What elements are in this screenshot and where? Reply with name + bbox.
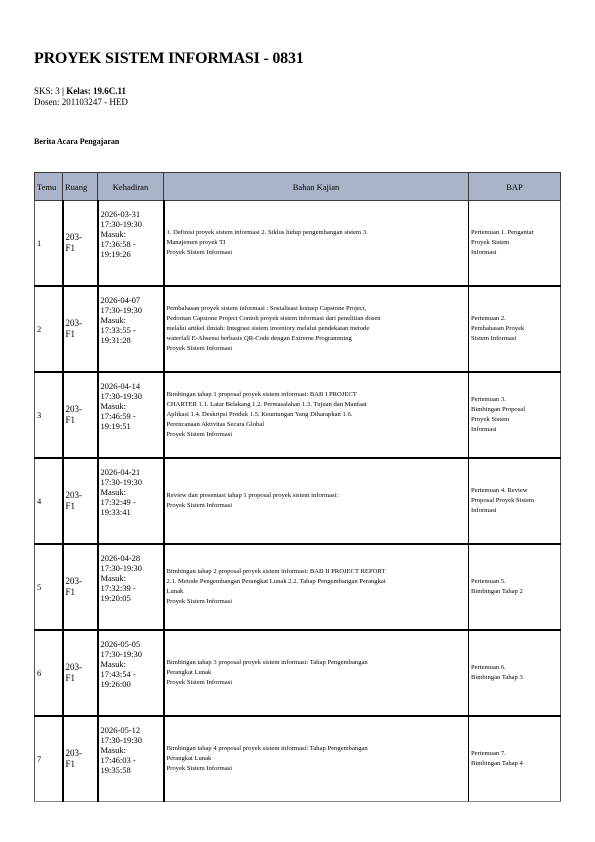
room-text: F1 [65,329,76,339]
table-row [35,372,561,458]
bap-text: Bimbingan Tahap 2 [471,588,523,595]
room-text: 203- [65,662,82,672]
meeting-number: 6 [35,630,63,716]
meeting-number: 3 [35,372,63,458]
attendance-text: 17:30-19:30 [100,219,143,229]
room-text: 203- [65,232,82,242]
topic-text: Proyek Sistem Informasi [166,431,233,438]
attendance-text: 17:36:58 - [100,239,136,249]
bap-cell [469,372,561,458]
attendance-text: Masuk: [100,745,126,755]
attendance-cell [98,372,164,458]
bap-cell [469,201,561,287]
column-header-bahan-kajian: Bahan Kajian [164,173,469,201]
room-cell [63,716,98,802]
bap-cell [469,458,561,544]
table-row [35,716,561,802]
topic-text: Proyek Sistem Informasi [166,249,233,256]
column-header-ruang: Ruang [63,173,98,201]
topic-text: Proyek Sistem Informasi [166,765,233,772]
attendance-cell [98,458,164,544]
column-header-kehadiran: Kehadiran [98,173,164,201]
bap-text: Proyek Sistem [471,239,510,246]
table-row [35,458,561,544]
attendance-text: Masuk: [100,659,126,669]
topic-text: Aplikasi 1.4. Deskripsi Produk 1.5. Keuntungan Yang Diharapkan 1.6. [166,411,353,418]
attendance-text: 17:46:03 - [100,755,136,765]
attendance-text: Masuk: [100,315,126,325]
meeting-number: 1 [35,201,63,287]
topic-text: Pedoman Capstone Project Contoh proyek sistem informasi dari penelitian dosen [166,315,381,322]
bap-text: Pertemuan 4. Review [471,487,528,494]
room-text: 203- [65,318,82,328]
room-text: 203- [65,748,82,758]
room-text: F1 [65,243,76,253]
attendance-text: Masuk: [100,229,126,239]
attendance-text: 19:35:58 [100,765,131,775]
topic-cell [164,201,469,287]
room-text: F1 [65,501,76,511]
attendance-cell [98,201,164,287]
attendance-text: 19:33:41 [100,507,131,517]
bap-text: Proposal Proyek Sistem [471,497,535,504]
attendance-cell [98,716,164,802]
topic-cell [164,458,469,544]
topic-text: Lunak [166,588,184,595]
attendance-text: 2026-05-12 [100,725,141,735]
section-title: Berita Acara Pengajaran [34,137,120,146]
topic-text: Proyek Sistem Informasi [166,598,233,605]
attendance-text: Masuk: [100,401,126,411]
attendance-text: 2026-05-05 [100,639,141,649]
attendance-text: 19:31:28 [100,335,131,345]
attendance-text: 19:26:00 [100,679,131,689]
topic-text: Perencanaan Aktivitas Secara Global [166,421,265,428]
topic-text: Review dan presentasi tahap 1 proposal proyek sistem informasi: [166,492,339,499]
column-header-temu: Temu [35,173,63,201]
bap-text: Pertemuan 5. [471,578,506,585]
bap-text: Proyek Sistem [471,416,510,423]
topic-cell [164,286,469,372]
bap-cell [469,544,561,630]
attendance-text: 17:46:59 - [100,411,136,421]
table-row [35,630,561,716]
bap-text: Pertemuan 6. [471,664,506,671]
table-row [35,286,561,372]
room-text: 203- [65,576,82,586]
topic-text: Perangkat Lunak [166,755,212,762]
attendance-text: 17:32:39 - [100,583,136,593]
room-cell [63,630,98,716]
attendance-text: 17:32:49 - [100,497,136,507]
topic-cell [164,716,469,802]
bap-text: Informasi [471,426,497,433]
room-text: F1 [65,759,76,769]
attendance-text: 19:19:26 [100,249,131,259]
attendance-text: 19:20:05 [100,593,131,603]
bap-text: Informasi [471,249,497,256]
attendance-text: 2026-04-28 [100,553,141,563]
bap-cell [469,630,561,716]
attendance-text: 17:30-19:30 [100,391,143,401]
dosen-label: Dosen: 201103247 - HED [34,97,128,107]
attendance-text: 17:33:55 - [100,325,136,335]
attendance-text: Masuk: [100,487,126,497]
bap-cell [469,716,561,802]
attendance-cell [98,544,164,630]
attendance-text: 19:19:51 [100,421,131,431]
room-cell [63,201,98,287]
bap-text: Bimbingan Tahap 4 [471,760,523,767]
course-meta [34,86,128,108]
room-cell [63,458,98,544]
bap-text: Informasi [471,507,497,514]
attendance-text: 17:30-19:30 [100,735,143,745]
bap-text: Pertemuan 7. [471,750,506,757]
bap-table [34,172,561,802]
sks-kelas-line [34,86,128,97]
topic-text: melalui artikel ilmiah: Integrasi sistem inventory melalui pendekatan metode [166,325,370,332]
topic-text: Proyek Sistem Informasi [166,679,233,686]
topic-text: 2.1. Metode Pengembangan Perangkat Lunak 2.2. Tahap Pengembangan Perangkat [166,578,386,585]
attendance-text: 17:30-19:30 [100,563,143,573]
attendance-text: 2026-03-31 [100,209,141,219]
meeting-number: 2 [35,286,63,372]
attendance-text: 17:30-19:30 [100,305,143,315]
topic-text: Perangkat Lunak [166,669,212,676]
bap-text: Pertemuan 2. [471,315,506,322]
topic-text: Bimbingan tahap 3 proposal proyek sistem informasi: Tahap Pengembangan [166,659,368,666]
room-cell [63,286,98,372]
room-cell [63,544,98,630]
topic-text: waterfall E-Absensi berbasis QR-Code dengan Extreme Programming [166,335,352,342]
attendance-text: 17:30-19:30 [100,649,143,659]
room-text: F1 [65,415,76,425]
topic-text: CHARTER 1.1. Latar Belakang 1.2. Permasalahan 1.3. Tujuan dan Manfaat [166,401,367,408]
meeting-number: 4 [35,458,63,544]
topic-text: Proyek Sistem Informasi [166,345,233,352]
attendance-text: 17:43:54 - [100,669,136,679]
topic-cell [164,372,469,458]
attendance-text: 2026-04-21 [100,467,141,477]
attendance-text: 2026-04-07 [100,295,141,305]
page-title: PROYEK SISTEM INFORMASI - 0831 [34,50,304,67]
topic-text: 1. Definisi proyek sistem informasi 2. Siklus hidup pengembangan sistem 3. [166,229,368,236]
table-row [35,201,561,287]
bap-text: Bimbingan Tahap 3 [471,674,523,681]
bap-text: Bimbingan Proposal [471,406,526,413]
bap-cell [469,286,561,372]
room-text: F1 [65,587,76,597]
topic-text: Manajemen proyek TI [166,239,226,246]
attendance-cell [98,630,164,716]
topic-cell [164,544,469,630]
bap-text: Pertemuan 1. Pengantar [471,229,534,236]
topic-text: Bimbingan tahap 2 proposal proyek sistem informasi: BAB II PROJECT REPORT [166,568,386,575]
kelas-label: | Kelas: 19.6C.11 [62,86,126,96]
table-body [35,201,561,802]
table-header-row [35,173,561,201]
bap-text: Pembahasan Proyek [471,325,525,332]
meeting-number: 7 [35,716,63,802]
room-text: 203- [65,490,82,500]
attendance-text: Masuk: [100,573,126,583]
topic-cell [164,630,469,716]
meeting-number: 5 [35,544,63,630]
room-text: F1 [65,673,76,683]
topic-text: Bimbingan tahap 4 proposal proyek sistem informasi: Tahap Pengembangan [166,745,368,752]
table-row [35,544,561,630]
attendance-text: 17:30-19:30 [100,477,143,487]
bap-text: Sistem Informasi [471,335,517,342]
bap-text: Pertemuan 3. [471,396,506,403]
topic-text: Pembahasan proyek sistem informasi : Sosialisasi konsep Capstone Project, [166,305,367,312]
topic-text: Bimbingan tahap 1 proposal proyek sistem informasi: BAB I PROJECT [166,391,357,398]
topic-text: Proyek Sistem Informasi [166,502,233,509]
room-text: 203- [65,404,82,414]
attendance-cell [98,286,164,372]
attendance-text: 2026-04-14 [100,381,141,391]
sks-label: SKS: 3 [34,86,60,96]
column-header-bap: BAP [469,173,561,201]
room-cell [63,372,98,458]
